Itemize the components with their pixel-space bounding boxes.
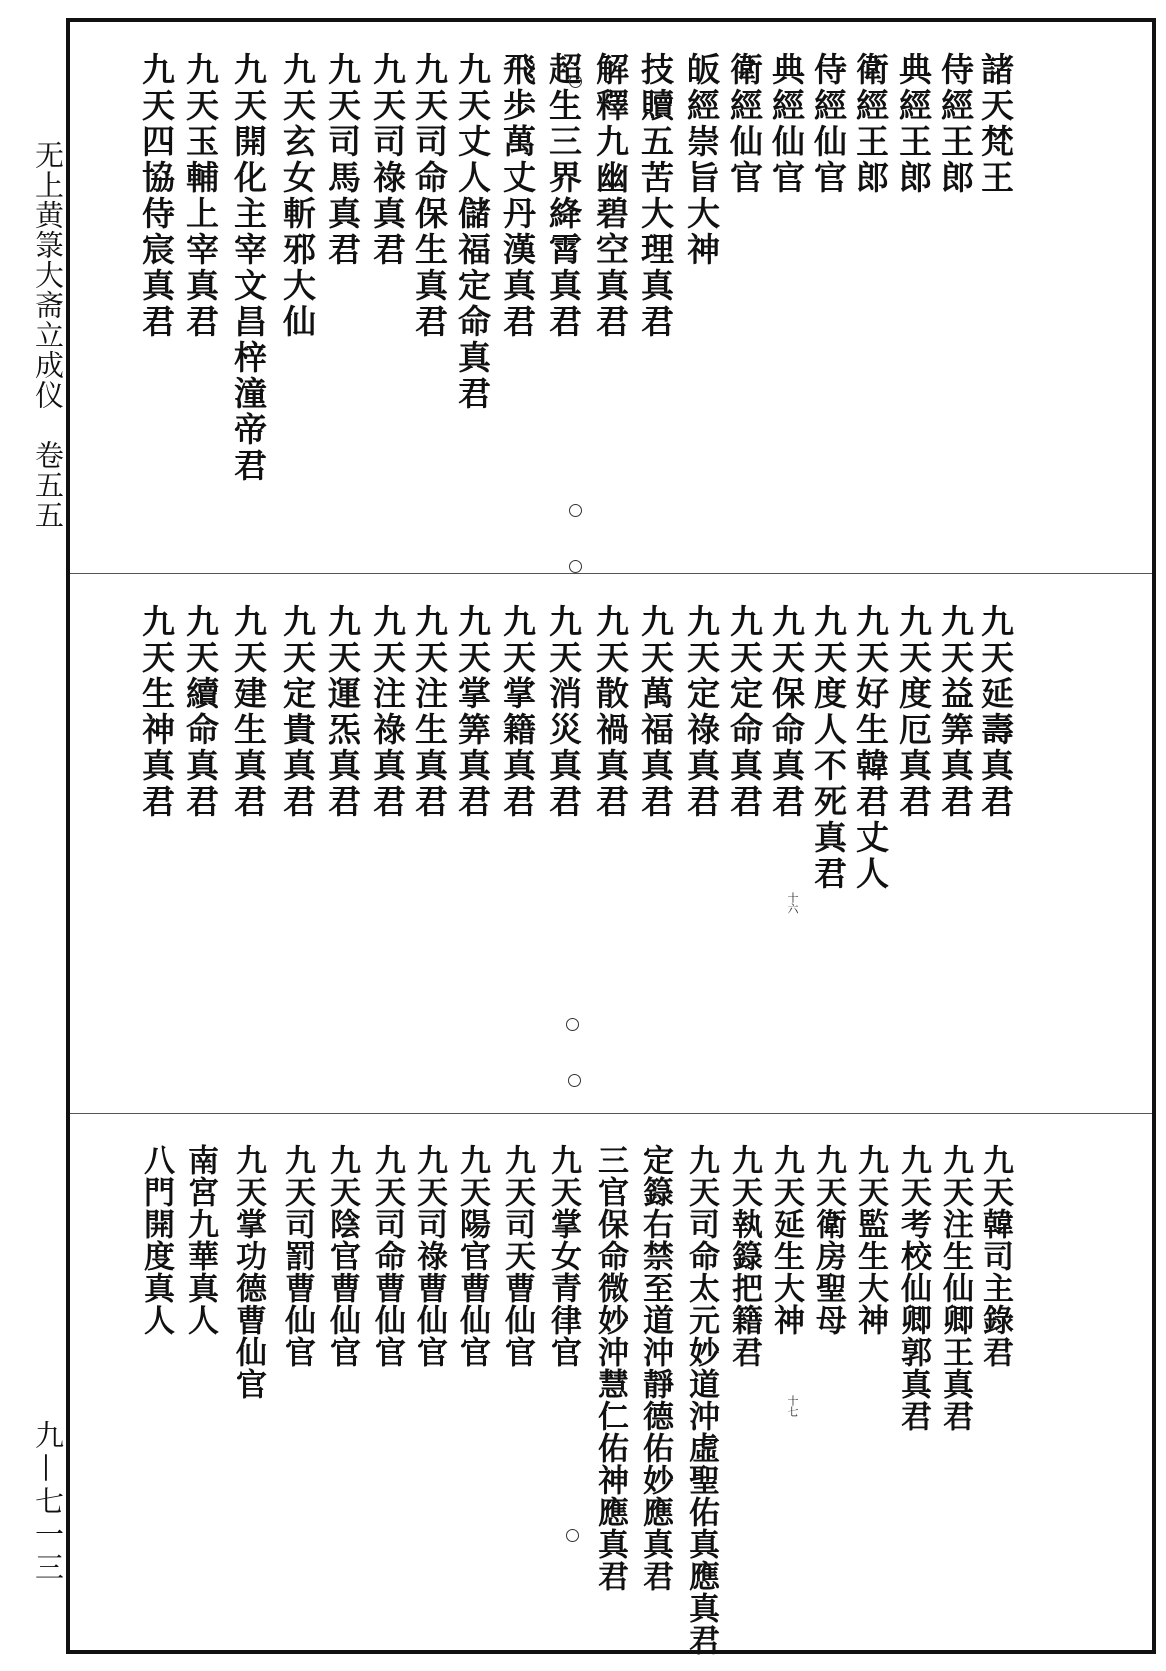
text-column: 九天掌功德曹仙官 [230, 1144, 266, 1400]
text-column: 典經王郎 [894, 52, 933, 196]
text-column: 九天考校仙卿郭真君 [895, 1144, 931, 1432]
text-column: 九天司命曹仙官 [369, 1144, 405, 1368]
text-column: 九天司祿曹仙官 [411, 1144, 447, 1368]
text-column: 九天掌筭真君 [453, 604, 492, 820]
circle-marker [569, 504, 582, 517]
text-column: 九天玄女斬邪大仙 [278, 52, 317, 340]
text-column: 九天定貴真君 [278, 604, 317, 820]
text-column: 九天注祿真君 [368, 604, 407, 820]
text-column: 九天延壽真君 [976, 604, 1015, 820]
page-number: 九—七一三 [31, 1420, 65, 1585]
text-column: 九天掌籍真君 [498, 604, 537, 820]
text-column: 九天司命太元妙道沖虛聖佑真應真君 [683, 1144, 719, 1656]
circle-marker [569, 75, 582, 88]
text-column: 九天執籙把籍君 [726, 1144, 762, 1368]
text-column: 衛經仙官 [725, 52, 764, 196]
book-title: 无上黄箓大斋立成仪 卷五五 [31, 140, 65, 530]
text-column: 九天監生大神 [852, 1144, 888, 1336]
text-column: 九天萬福真君 [636, 604, 675, 820]
text-column: 九天掌女青律官 [545, 1144, 581, 1368]
margin-note: 十七 [786, 1395, 799, 1417]
text-column: 九天衛房聖母 [810, 1144, 846, 1336]
text-column: 九天保命真君 [767, 604, 806, 820]
text-column: 九天續命真君 [181, 604, 220, 820]
text-column: 九天陰官曹仙官 [324, 1144, 360, 1368]
text-column: 九天消災真君 [544, 604, 583, 820]
text-column: 九天注生真君 [410, 604, 449, 820]
text-column: 九天司罰曹仙官 [279, 1144, 315, 1368]
text-column: 諸天梵王 [976, 52, 1015, 196]
text-column: 九天司馬真君 [323, 52, 362, 268]
text-column: 三官保命微妙沖慧仁佑神應真君 [592, 1144, 628, 1592]
text-column: 九天好生韓君丈人 [851, 604, 890, 892]
text-column: 九天建生真君 [229, 604, 268, 820]
text-column: 九天益筭真君 [936, 604, 975, 820]
text-column: 技贖五苦大理真君 [636, 52, 675, 340]
text-column: 定籙右禁至道沖靜德佑妙應真君 [637, 1144, 673, 1592]
text-column: 侍經王郎 [936, 52, 975, 196]
text-column: 九天散禍真君 [591, 604, 630, 820]
text-column: 九天陽官曹仙官 [454, 1144, 490, 1368]
text-column: 九天玉輔上宰真君 [181, 52, 220, 340]
text-column: 九天生神真君 [137, 604, 176, 820]
text-column: 八門開度真人 [138, 1144, 174, 1336]
text-column: 九天度人不死真君 [809, 604, 848, 892]
text-column: 九天定祿真君 [682, 604, 721, 820]
text-column: 九天開化主宰文昌梓潼帝君 [229, 52, 268, 484]
panel-1 [70, 22, 1152, 573]
text-column: 九天運炁真君 [323, 604, 362, 820]
margin-note: 十六 [786, 892, 799, 914]
text-column: 超生三界絳霄真君 [544, 52, 583, 340]
panel-2 [70, 573, 1152, 1114]
text-column: 九天司祿真君 [368, 52, 407, 268]
circle-marker [569, 560, 582, 573]
panel-3 [70, 1113, 1152, 1656]
text-column: 九天定命真君 [725, 604, 764, 820]
text-column: 九天司天曹仙官 [499, 1144, 535, 1368]
text-column: 九天四協侍宸真君 [137, 52, 176, 340]
text-column: 衛經王郎 [851, 52, 890, 196]
text-column: 飛歩萬丈丹漢真君 [498, 52, 537, 340]
text-column: 九天丈人儲福定命真君 [453, 52, 492, 412]
text-column: 九天度厄真君 [894, 604, 933, 820]
circle-marker [568, 1074, 581, 1087]
text-column: 解釋九幽碧空真君 [591, 52, 630, 340]
circle-marker [566, 1529, 579, 1542]
text-column: 九天注生仙卿王真君 [937, 1144, 973, 1432]
circle-marker [566, 1018, 579, 1031]
text-column: 九天延生大神 [768, 1144, 804, 1336]
text-column: 九天韓司主錄君 [977, 1144, 1013, 1368]
text-column: 皈經崇旨大神 [682, 52, 721, 268]
text-column: 典經仙官 [767, 52, 806, 196]
text-column: 侍經仙官 [809, 52, 848, 196]
text-column: 九天司命保生真君 [410, 52, 449, 340]
text-column: 南宮九華真人 [182, 1144, 218, 1336]
